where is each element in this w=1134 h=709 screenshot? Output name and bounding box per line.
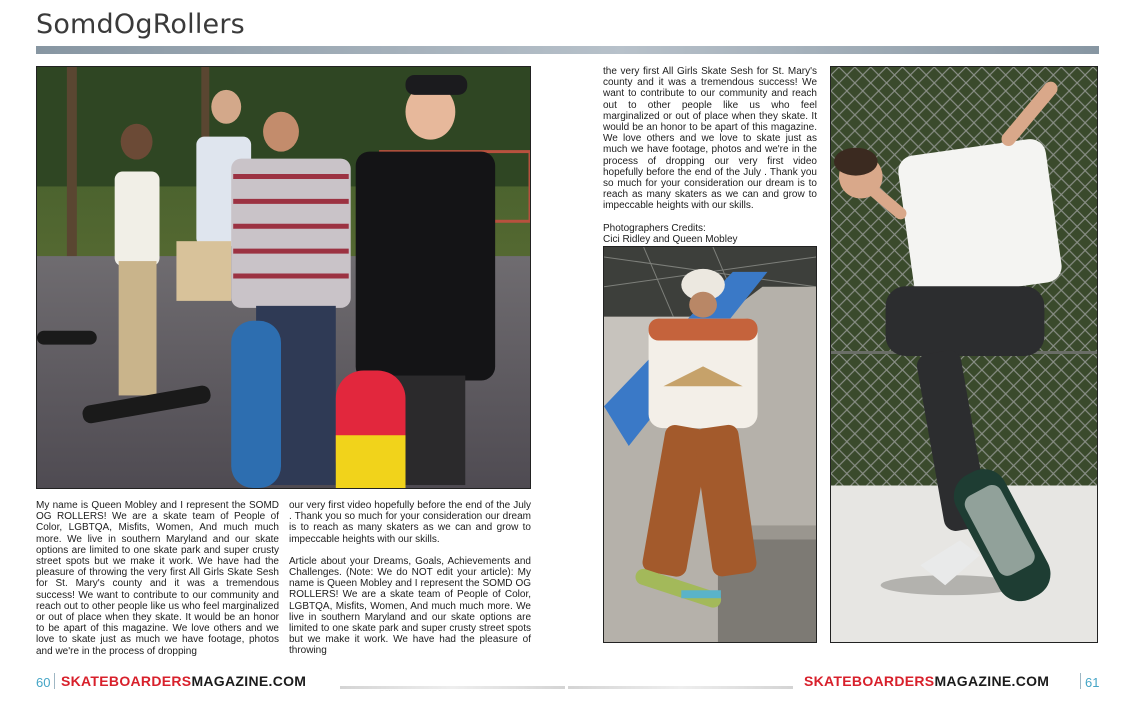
footer-rule-left	[340, 686, 565, 689]
page-number-left: 60	[36, 675, 51, 690]
skater-trick-photo	[830, 66, 1098, 643]
skater-ledge-photo	[603, 246, 817, 643]
group-photo	[36, 66, 531, 489]
page-title: SomdOgRollers	[36, 9, 245, 40]
footer-separator	[1080, 673, 1081, 689]
article-paragraph: the very first All Girls Skate Sesh for St. Mary's county and it was a tremendous success! We want to contribute to our community and reach out to other people like us who feel marginalized or out of place when they skate. It would be an honor to be apart of this magazine. We love others and we love to skate just as much we have footage, photos and we're in the process of dropping our very first video hopefully before the end of the July . Thank you so much for your consideration our dream is to reach as many skaters as we can and grow to impeccable heights with our skills.	[603, 66, 817, 212]
photo-credits	[603, 223, 817, 245]
brand-name-dark: MAGAZINE.COM	[934, 673, 1050, 689]
brand-name-red: SKATEBOARDERS	[61, 673, 192, 689]
credits-label: Photographers Credits:	[603, 222, 706, 234]
right-column	[603, 66, 817, 245]
group-photo-image	[37, 67, 530, 488]
credits-names: Cici Ridley and Queen Mobley	[603, 233, 738, 245]
brand-name-dark: MAGAZINE.COM	[191, 673, 307, 689]
article-paragraph: our very first video hopefully before the end of the July . Thank you so much for your consideration our dream is to reach as many skaters as we can and grow to impeccable heights with our skills.	[289, 500, 531, 545]
footer-separator	[54, 673, 55, 689]
page-number-right: 61	[1085, 675, 1100, 690]
skater-trick-image	[831, 67, 1097, 642]
footer-brand-left	[61, 673, 306, 689]
footer-rule-right	[568, 686, 793, 689]
left-column-2	[289, 500, 531, 668]
footer-brand-right	[804, 673, 1049, 689]
article-paragraph: Article about your Dreams, Goals, Achievements and Challenges. (Note: We do NOT edit your article): My name is Queen Mobley and I represent the SOMD OG ROLLERS! We are a skate team of People of Color, LGBTQA, Misfits, Women, And much much more. We live in southern Maryland and our skate options are limited to one skate park and super crusty street spots but we make it work. We have had the pleasure of throwing	[289, 555, 531, 657]
article-paragraph: My name is Queen Mobley and I represent the SOMD OG ROLLERS! We are a skate team of People of Color, LGBTQA, Misfits, Women, And much much more. We live in southern Maryland and our skate options are limited to one skate park and super crusty street spots but we make it work. We have had the pleasure of throwing the very first All Girls Skate Sesh for St. Mary's county and it was a tremendous success! We want to contribute to our community and reach out to other people like us who feel marginalized or out of place when they skate. It would be an honor to be apart of this magazine. We love others and we love to skate just as much we have footage, photos and we're in the process of dropping	[36, 500, 279, 657]
skater-ledge-image	[604, 247, 816, 642]
left-column-1	[36, 500, 279, 668]
title-divider	[36, 46, 1099, 54]
brand-name-red: SKATEBOARDERS	[804, 673, 935, 689]
